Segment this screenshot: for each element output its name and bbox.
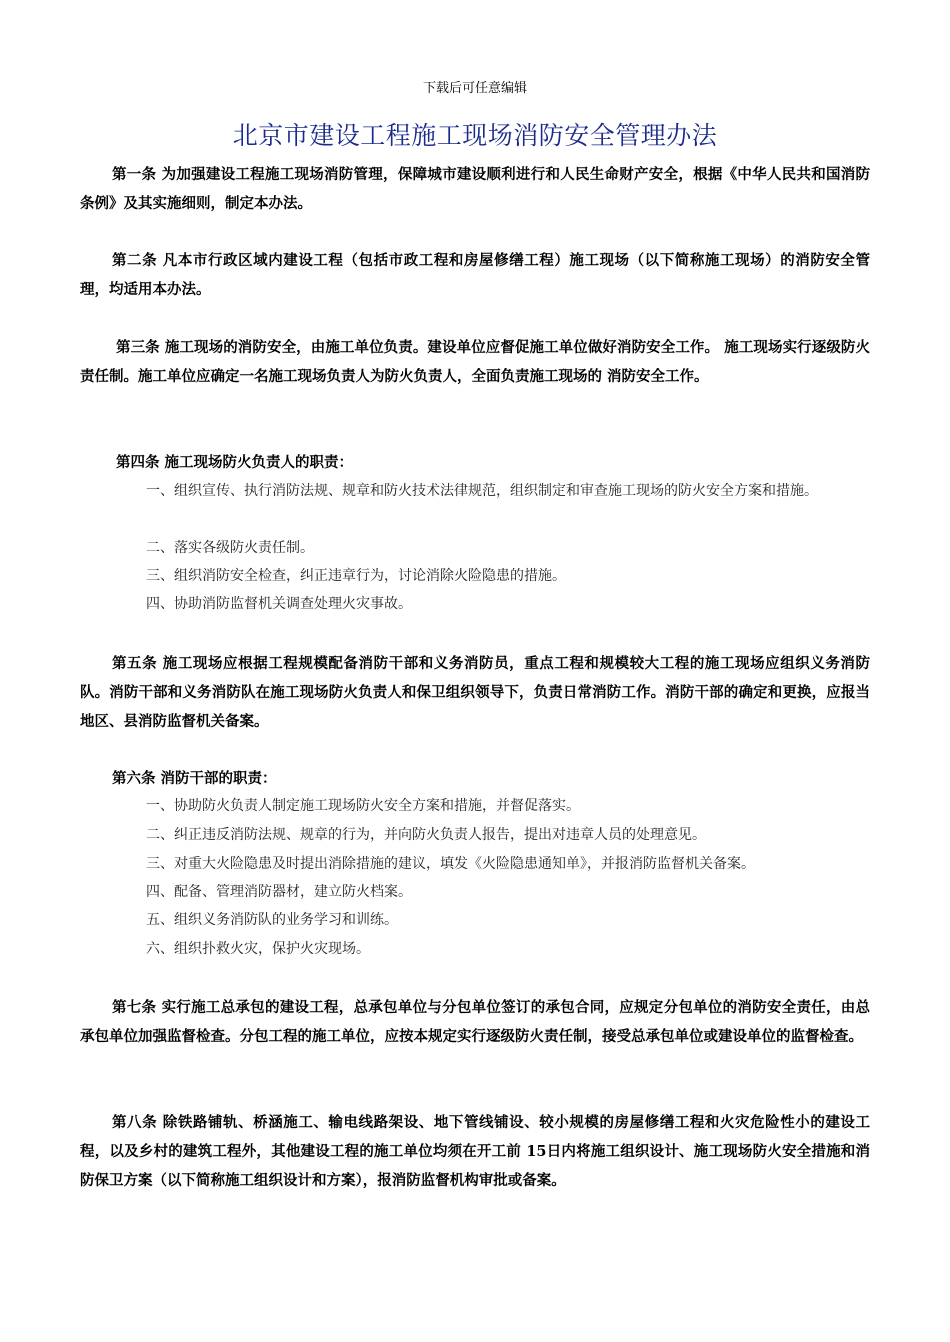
- article-1: 第一条 为加强建设工程施工现场消防管理，保障城市建设顺利进行和人民生命财产安全，根据《中华人民共和国消防条例》及其实施细则，制定本办法。: [80, 166, 870, 212]
- article-6-item-5: 五、组织义务消防队的业务学习和训练。: [146, 912, 398, 928]
- article-5: 第五条 施工现场应根据工程规模配备消防干部和义务消防员，重点工程和规模较大工程的施工现场应组织义务消防队。消防干部和义务消防队在施工现场防火负责人和保卫组织领导下，负责日常消防工作。消防干部的确定和更换，应报当地区、县消防监督机关备案。: [80, 655, 870, 730]
- article-6-heading: 第六条 消防干部的职责：: [112, 770, 277, 787]
- article-7: 第七条 实行施工总承包的建设工程，总承包单位与分包单位签订的承包合同，应规定分包单位的消防安全责任，由总承包单位加强监督检查。分包工程的施工单位，应按本规定实行逐级防火责任制，接受总承包单位或建设单位的监督检查。: [80, 999, 870, 1045]
- article-6-item-3: 三、对重大火险隐患及时提出消除措施的建议，填发《火险隐患通知单》，并报消防监督机关备案。: [146, 856, 755, 872]
- article-6-item-4: 四、配备、管理消防器材，建立防火档案。: [146, 884, 412, 900]
- document-title: 北京市建设工程施工现场消防安全管理办法: [232, 121, 718, 150]
- article-6-item-2: 二、纠正违反消防法规、规章的行为，并向防火负责人报告，提出对违章人员的处理意见。: [146, 827, 706, 843]
- article-8: 第八条 除铁路铺轨、桥涵施工、输电线路架设、地下管线铺设、较小规模的房屋修缮工程和火灾危险性小的建设工程，以及乡村的建筑工程外，其他建设工程的施工单位均须在开工前 15日内将施工组织设计、施工现场防火安全措施和消防保卫方案（以下简称施工组织设计和方案），报消防监督机构审批或备案。: [80, 1114, 870, 1189]
- header-note: 下载后可任意编辑: [422, 81, 527, 96]
- article-4-item-2: 二、落实各级防火责任制。: [146, 540, 314, 556]
- article-6-item-1: 一、协助防火负责人制定施工现场防火安全方案和措施，并督促落实。: [146, 798, 580, 814]
- article-4-item-3: 三、组织消防安全检查，纠正违章行为，讨论消除火险隐患的措施。: [146, 568, 566, 584]
- article-6-item-6: 六、组织扑救火灾，保护火灾现场。: [146, 941, 370, 957]
- article-4-item-4: 四、协助消防监督机关调查处理火灾事故。: [146, 596, 412, 612]
- article-2: 第二条 凡本市行政区域内建设工程（包括市政工程和房屋修缮工程）施工现场（以下简称施工现场）的消防安全管理，均适用本办法。: [80, 252, 870, 298]
- article-4-item-1: 一、组织宣传、执行消防法规、规章和防火技术法律规范，组织制定和审查施工现场的防火安全方案和措施。: [146, 483, 818, 499]
- article-4-heading: 第四条 施工现场防火负责人的职责：: [116, 454, 354, 471]
- article-3: 第三条 施工现场的消防安全，由施工单位负责。建设单位应督促施工单位做好消防安全工作。 施工现场实行逐级防火责任制。施工单位应确定一名施工现场负责人为防火负责人，全面负责施工现场的 消防安全工作。: [80, 339, 870, 385]
